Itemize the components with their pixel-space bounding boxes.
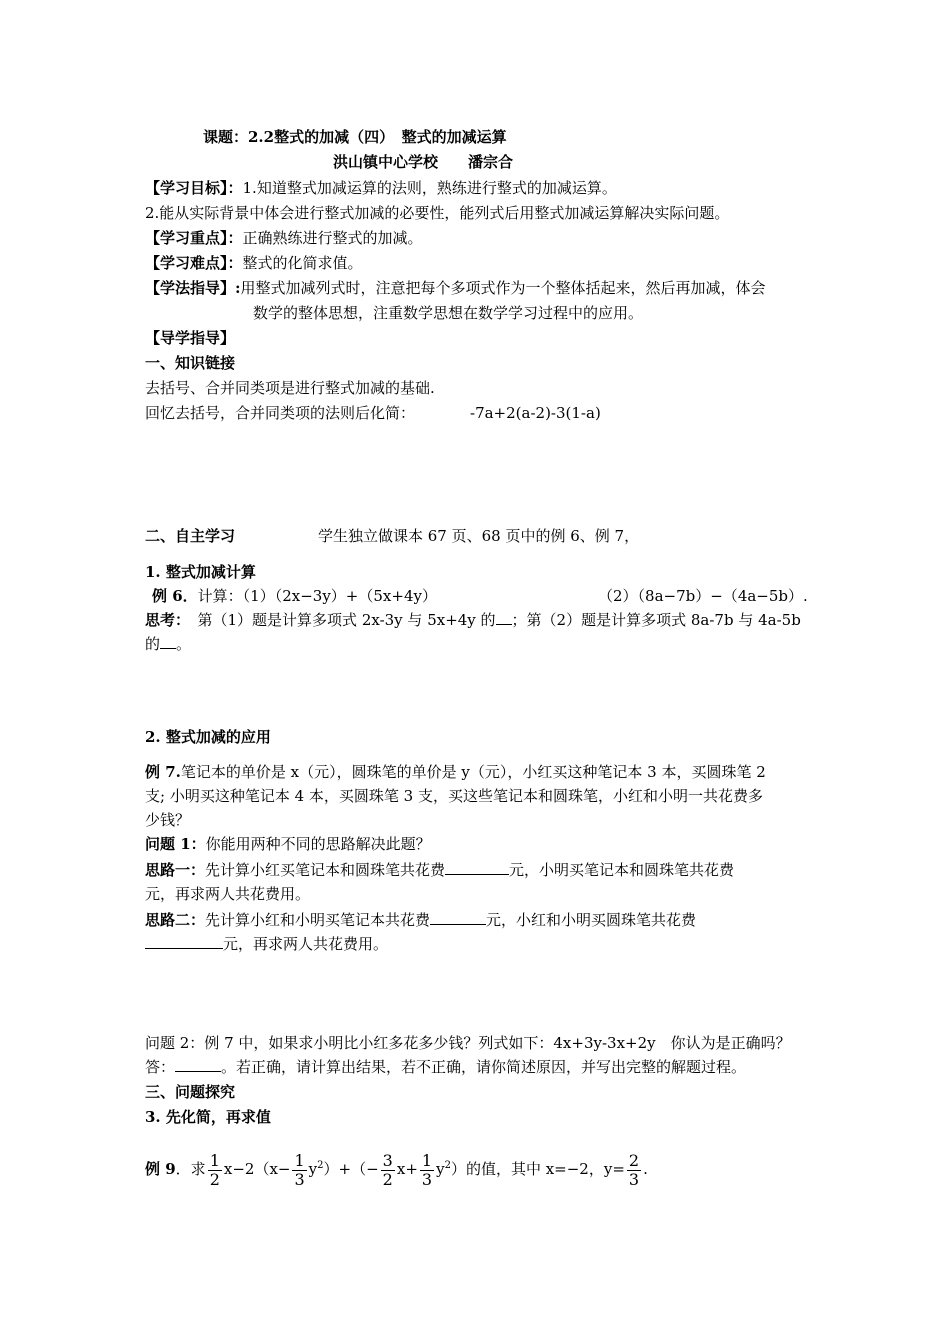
learning-goals	[145, 178, 617, 198]
denominator: 3	[421, 1169, 433, 1189]
answer-blank[interactable]	[175, 1071, 221, 1072]
denominator: 3	[294, 1169, 305, 1189]
example-9-text-a: ．求	[175, 1160, 206, 1178]
numerator: 1	[209, 1150, 220, 1170]
denominator: 2	[209, 1169, 220, 1189]
example-7-line-3: 少钱？	[145, 811, 191, 829]
idea-2-line-1	[145, 910, 696, 930]
section-1-expression: -7a+2(a-2)-3(1-a)	[470, 404, 601, 422]
focus-label: 【学习重点】：	[145, 229, 243, 247]
example-7-label: 例 7.	[145, 763, 181, 781]
section-3-heading: 三、问题探究	[145, 1083, 236, 1101]
think-line-1	[145, 610, 801, 630]
answer-label: 答：	[145, 1058, 176, 1076]
numerator: 1	[421, 1150, 433, 1170]
exponent: 2	[444, 1160, 451, 1171]
focus-text: 正确熟练进行整式的加减。	[242, 229, 423, 247]
section-2-task: 学生独立做课本 67 页、68 页中的例 6、例 7，	[318, 527, 640, 545]
section-1-line-2: 回忆去括号，合并同类项的法则后化简：	[145, 404, 416, 422]
author-line: 洪山镇中心学校 潘宗合	[333, 153, 514, 171]
think-label: 思考：	[145, 611, 183, 629]
fraction-2-3	[627, 1152, 641, 1189]
answer-instructions: 。若正确，请计算出结果，若不正确，请你简述原因，并写出完整的解题过程。	[221, 1058, 747, 1076]
question-1-label: 问题 1：	[145, 835, 206, 853]
idea-2-text-1: 先计算小红和小明买笔记本共花费	[205, 911, 431, 929]
goals-label: 【学习目标】：	[145, 179, 243, 197]
idea-1-line-1	[145, 860, 734, 880]
section-1-line-1: 去括号、合并同类项是进行整式加减的基础.	[145, 379, 435, 397]
think-text-4: 。	[176, 635, 192, 653]
idea-2-line-2	[145, 934, 388, 954]
page-title: 课题：2.2整式的加减（四） 整式的加减运算	[203, 128, 507, 146]
section-1-heading: 一、知识链接	[145, 354, 236, 372]
example-9-text-d: ）+（−	[323, 1160, 379, 1178]
example-7-text-1: 笔记本的单价是 x（元），圆珠笔的单价是 y（元），小红买这种笔记本 3 本，买圆珠笔 2	[180, 763, 766, 781]
section-2-heading: 二、自主学习	[145, 527, 236, 545]
example-6	[152, 586, 437, 606]
answer-blank[interactable]	[145, 948, 223, 949]
subsection-3-heading: 3. 先化简，再求值	[145, 1108, 271, 1126]
question-2-line-2	[145, 1057, 746, 1077]
idea-2-label: 思路二：	[145, 911, 206, 929]
example-6-text: 计算：（1）（2x−3y）+（5x+4y）	[197, 587, 437, 605]
idea-1-text-2: 元，小明买笔记本和圆珠笔共花费	[509, 861, 735, 879]
think-text-3: 的	[145, 635, 161, 653]
numerator: 3	[382, 1150, 393, 1170]
subsection-1-heading: 1. 整式加减计算	[145, 563, 256, 581]
think-line-2	[145, 634, 191, 654]
think-text-2: ；第（2）题是计算多项式 8a-7b 与 4a-5b	[511, 611, 801, 629]
learning-focus	[145, 228, 423, 248]
goal-1: 1.知道整式加减运算的法则，熟练进行整式的加减运算。	[242, 179, 617, 197]
example-9-label: 例 9	[145, 1160, 176, 1178]
question-1	[145, 834, 431, 854]
example-9-text-f: y	[436, 1160, 445, 1178]
example-9-text-c: y	[308, 1160, 318, 1178]
answer-blank[interactable]	[430, 924, 486, 925]
answer-blank[interactable]	[445, 874, 509, 875]
question-2-line-1: 问题 2：例 7 中，如果求小明比小红多花多少钱？列式如下：4x+3y-3x+2y 你认为是正确吗？	[145, 1034, 791, 1052]
example-7-line-2: 支; 小明买这种笔记本 4 本，买圆珠笔 3 支，买这些笔记本和圆珠笔，小红和小明一共花费多	[145, 787, 763, 805]
example-9-text-e: x+	[396, 1160, 418, 1178]
example-9-text-b: x−2（x−	[223, 1160, 291, 1178]
answer-blank[interactable]	[496, 624, 512, 625]
exponent: 2	[317, 1160, 324, 1171]
goal-2: 2.能从实际背景中体会进行整式加减的必要性，能列式后用整式加减运算解决实际问题。	[145, 204, 730, 222]
fraction-1-2	[208, 1152, 222, 1189]
fraction-1-3b	[420, 1152, 434, 1189]
denominator: 3	[628, 1169, 640, 1189]
example-9-text-h: .	[643, 1160, 648, 1178]
idea-2-text-3: 元，再求两人共花费用。	[223, 935, 389, 953]
method-text-2: 数学的整体思想，注重数学思想在数学学习过程中的应用。	[253, 304, 644, 322]
learning-difficulty	[145, 253, 363, 273]
difficulty-text: 整式的化简求值。	[242, 254, 363, 272]
example-9	[145, 1146, 648, 1189]
answer-blank[interactable]	[160, 648, 176, 649]
fraction-3-2	[381, 1152, 395, 1189]
numerator: 1	[294, 1150, 305, 1170]
idea-1-line-2: 元，再求两人共花费用。	[145, 885, 311, 903]
question-1-text: 你能用两种不同的思路解决此题？	[205, 835, 431, 853]
idea-1-text-1: 先计算小红买笔记本和圆珠笔共花费	[205, 861, 446, 879]
numerator: 2	[628, 1150, 640, 1170]
method-text-1: 用整式加减列式时，注意把每个多项式作为一个整体括起来，然后再加减，体会	[240, 279, 766, 297]
difficulty-label: 【学习难点】：	[145, 254, 243, 272]
fraction-1-3	[292, 1152, 306, 1189]
denominator: 2	[382, 1169, 393, 1189]
method-guide	[145, 278, 766, 298]
idea-2-text-2: 元，小红和小明买圆珠笔共花费	[486, 911, 697, 929]
example-9-text-g: ）的值，其中 x=−2，y=	[450, 1160, 625, 1178]
idea-1-label: 思路一：	[145, 861, 206, 879]
think-text-1: 第（1）题是计算多项式 2x-3y 与 5x+4y 的	[182, 611, 496, 629]
method-label: 【学法指导】:	[145, 279, 241, 297]
subsection-2-heading: 2. 整式加减的应用	[145, 728, 271, 746]
example-7-line-1	[145, 762, 766, 782]
example-6-label: 例 6．	[152, 587, 198, 605]
example-6-part-2: （2）（8a−7b）−（4a−5b）.	[598, 587, 808, 605]
guide-label: 【导学指导】	[145, 329, 236, 347]
